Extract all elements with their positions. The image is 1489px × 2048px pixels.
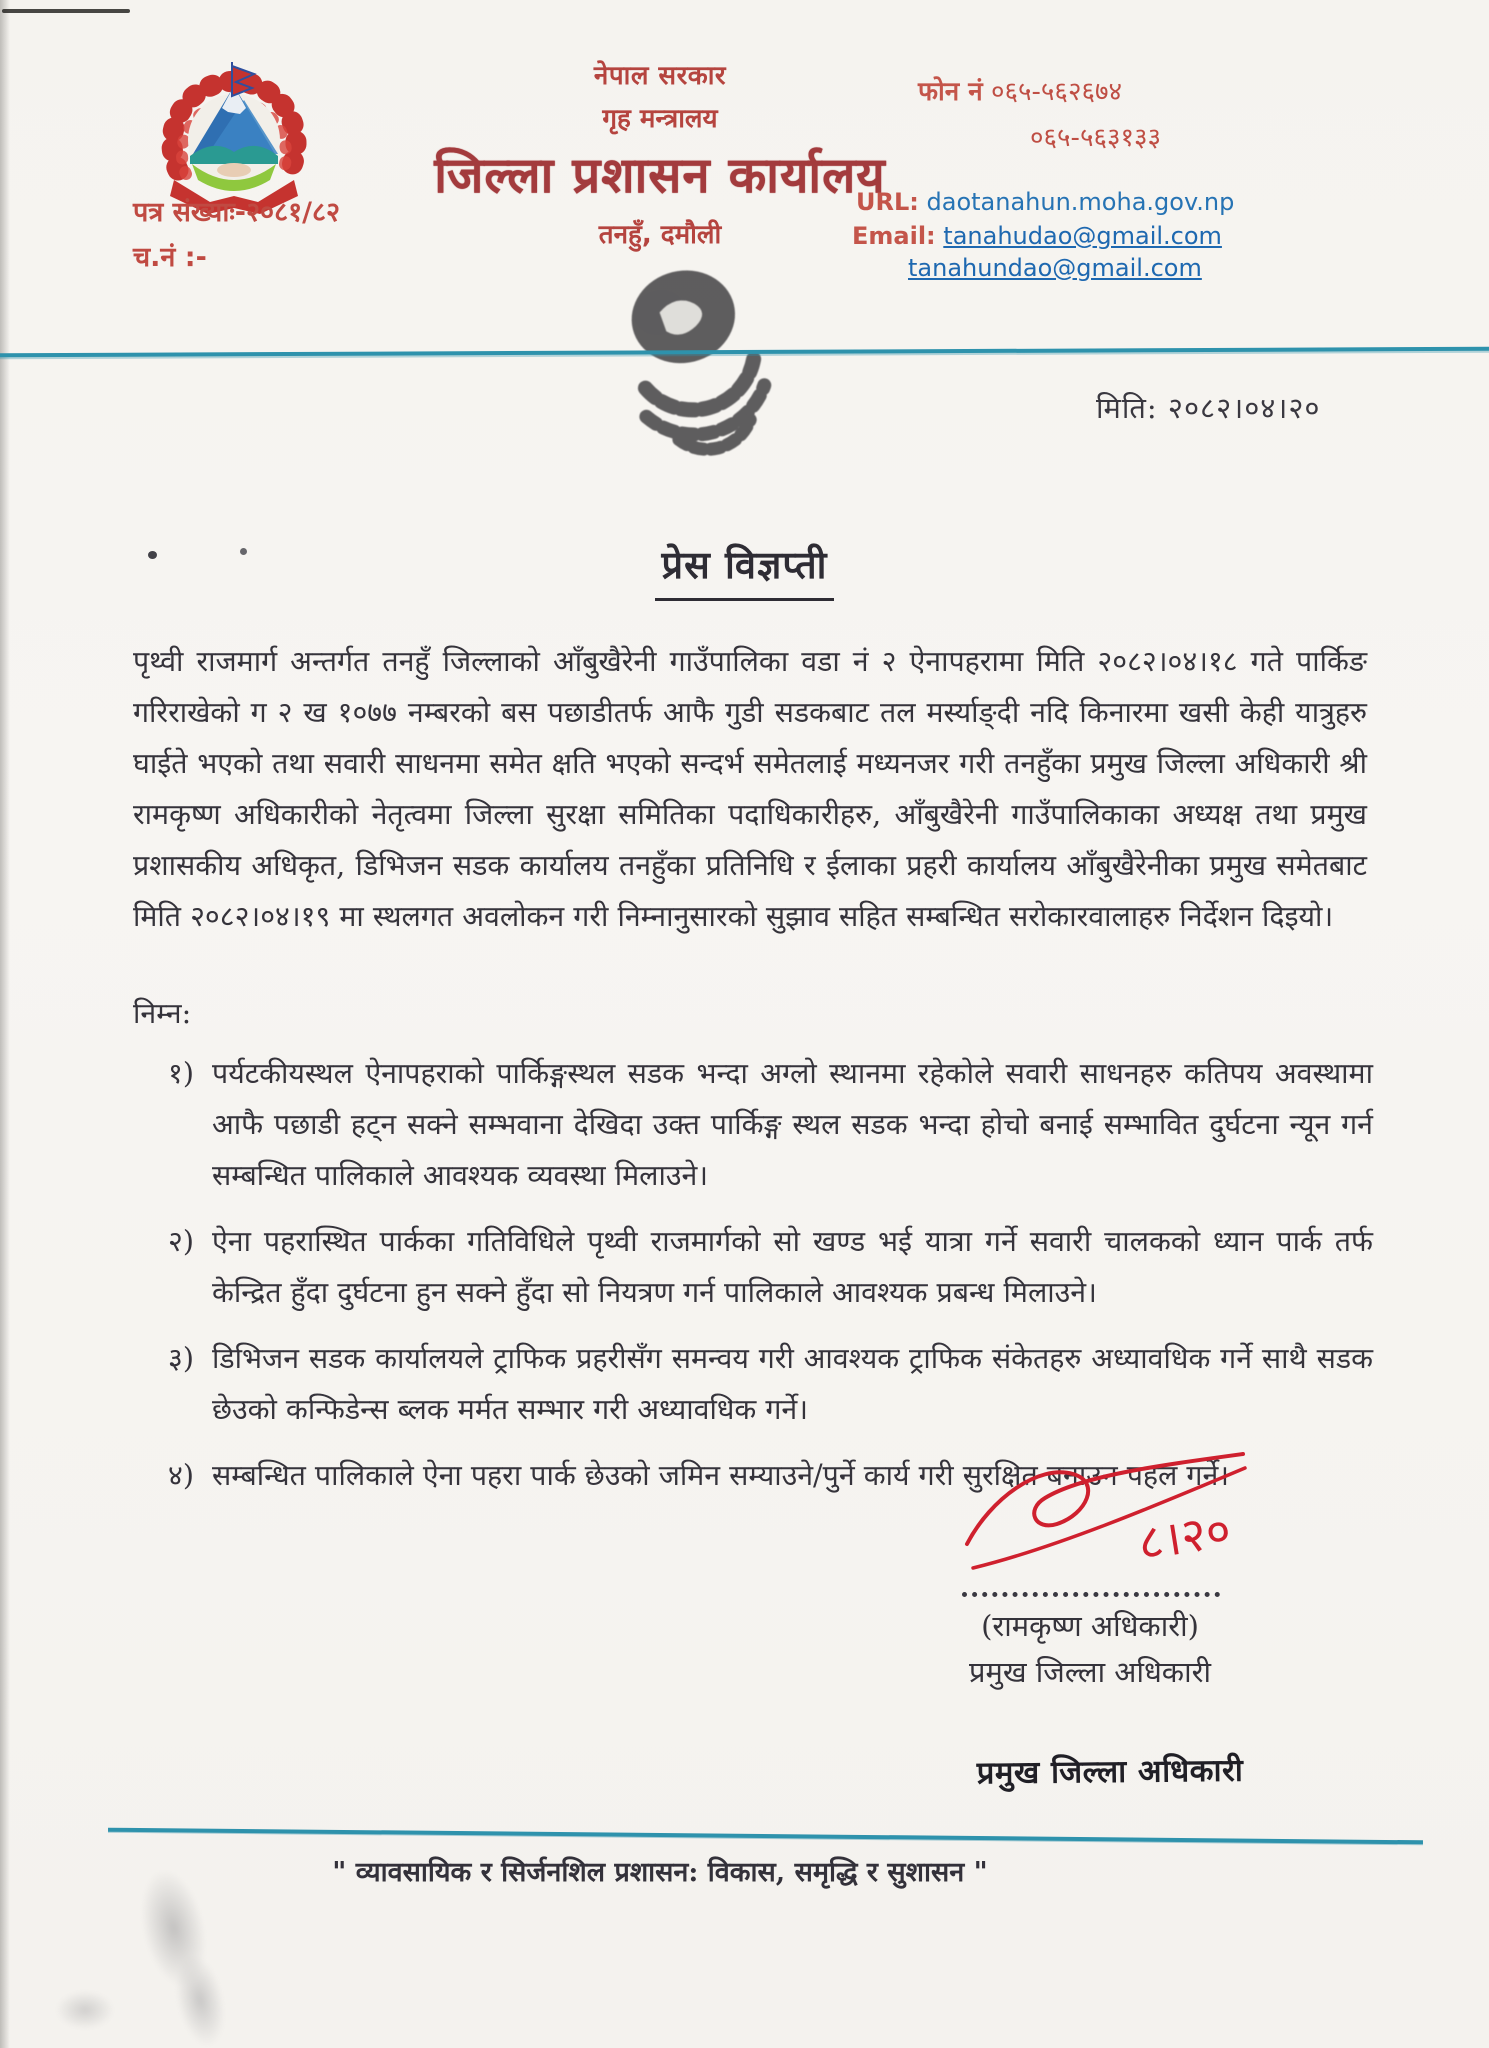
signatory-designation: प्रमुख जिल्ला अधिकारी [969, 1655, 1211, 1689]
item-number: ४) [168, 1459, 194, 1492]
item-text: डिभिजन सडक कार्यालयले ट्राफिक प्रहरीसँग समन्वय गरी आवश्यक ट्राफिक संकेतहरु अध्यावधिक गर्ने साथै सडक छेउको कन्फिडेन्स ब्लक मर्मत सम्भार गरी अध्यावधिक गर्ने। [212, 1342, 1373, 1426]
scan-artifact-line [2, 9, 130, 13]
directive-item-2 [168, 1216, 1373, 1318]
scan-smudge [111, 1851, 258, 2048]
scan-edge-shadow [0, 0, 10, 2048]
footer-divider [108, 1828, 1423, 1845]
email-label: Email: [852, 222, 936, 250]
dispatch-number: च.नं :- [133, 242, 207, 273]
signature-dotted-line [962, 1568, 1220, 1597]
item-text: पर्यटकीयस्थल ऐनापहराको पार्किङ्गस्थल सडक भन्दा अग्लो स्थानमा रहेकोले सवारी साधनहरु कतिपय अवस्थामा आफै पछाडी हट्न सक्ने सम्भवाना देखिदा उक्त पार्किङ्ग स्थल सडक भन्दा होचो बनाई सम्भावित दुर्घटना न्यून गर्न सम्बन्धित पालिकाले आवश्यक व्यवस्था मिलाउने। [212, 1057, 1373, 1192]
directive-item-1 [168, 1048, 1373, 1201]
signature-date: ८।२० [1134, 1501, 1235, 1572]
item-number: ३) [168, 1342, 194, 1375]
email-row-1 [852, 222, 1222, 250]
phone-value-1: ०६५-५६२६७४ [990, 77, 1123, 107]
item-text: ऐना पहरास्थित पार्कका गतिविधिले पृथ्वी राजमार्गको सो खण्ड भई यात्रा गर्ने सवारी चालकको ध्यान पार्क तर्फ केन्द्रित हुँदा दुर्घटना हुन सक्ने हुँदा सो नियत्रण गर्न पालिकाले आवश्यक प्रबन्ध मिलाउने। [212, 1225, 1373, 1309]
phone-number-1 [918, 72, 1122, 108]
item-number: १) [168, 1057, 194, 1090]
email-link-2[interactable]: tanahundao@gmail.com [908, 254, 1202, 282]
scan-smudge [40, 1980, 130, 2040]
designation-stamp: प्रमुख जिल्ला अधिकारी [976, 1752, 1244, 1792]
directive-item-3 [168, 1333, 1373, 1435]
reference-block [133, 192, 340, 274]
phone-label: फोन नं [918, 77, 983, 107]
phone-number-2: ०६५-५६३१३३ [1030, 123, 1162, 153]
header-ministry: गृह मन्त्रालय [602, 104, 718, 134]
office-location: तनहुँ, दमौली [598, 220, 722, 250]
body-paragraph: पृथ्वी राजमार्ग अन्तर्गत तनहुँ जिल्लाको आँबुखैरेनी गाउँपालिका वडा नं २ ऐनापहरामा मिति २०८२।०४।१८ गते पार्किङ गरिराखेको ग २ ख १०७७ नम्बरको बस पछाडीतर्फ आफै गुडी सडकबाट तल मर्स्याङ्दी नदि किनारमा खसी केही यात्रुहरु घाईते भएको तथा सवारी साधनमा समेत क्षति भएको सन्दर्भ समेतलाई मध्यनजर गरी तनहुँका प्रमुख जिल्ला अधिकारी श्री रामकृष्ण अधिकारीको नेतृत्वमा जिल्ला सुरक्षा समितिका पदाधिकारीहरु, आँबुखैरेनी गाउँपालिकाका अध्यक्ष तथा प्रमुख प्रशासकीय अधिकृत, डिभिजन सडक कार्यालय तनहुँका प्रतिनिधि र ईलाका प्रहरी कार्यालय आँबुखैरेनीका प्रमुख समेतबाट मिति २०८२।०४।१९ मा स्थलगत अवलोकन गरी निम्नानुसारको सुझाव सहित सम्बन्धित सरोकारवालाहरु निर्देशन दिइयो। [133, 645, 1367, 933]
url-label: URL: [856, 188, 919, 216]
url-row [856, 188, 1234, 216]
item-number: २) [168, 1225, 194, 1258]
list-intro: निम्न: [133, 997, 192, 1030]
letter-number: पत्र संख्याः-२०८१/८२ [133, 197, 341, 228]
directive-list [168, 1048, 1373, 1516]
email-link-1[interactable]: tanahudao@gmail.com [943, 222, 1222, 250]
item-text: सम्बन्धित पालिकाले ऐना पहरा पार्क छेउको जमिन सम्याउने/पुर्ने कार्य गरी सुरक्षित बनाउन पहल गर्ने। [212, 1459, 1230, 1492]
footer-motto: " व्यावसायिक र सिर्जनशिल प्रशासन: विकास, समृद्धि र सुशासन " [332, 1857, 988, 1888]
ink-stamp-icon [578, 258, 808, 478]
date-line: मिति: २०८२।०४।२० [1096, 391, 1321, 425]
email-row-2 [908, 254, 1202, 282]
header-government: नेपाल सरकार [593, 61, 727, 91]
url-link[interactable]: daotanahun.moha.gov.np [926, 188, 1235, 216]
office-title: जिल्ला प्रशासन कार्यालय [434, 147, 886, 204]
document-title: प्रेस विज्ञप्ती [655, 538, 833, 601]
document-title-wrap [0, 538, 1489, 601]
signatory-name: (रामकृष्ण अधिकारी) [981, 1609, 1199, 1643]
